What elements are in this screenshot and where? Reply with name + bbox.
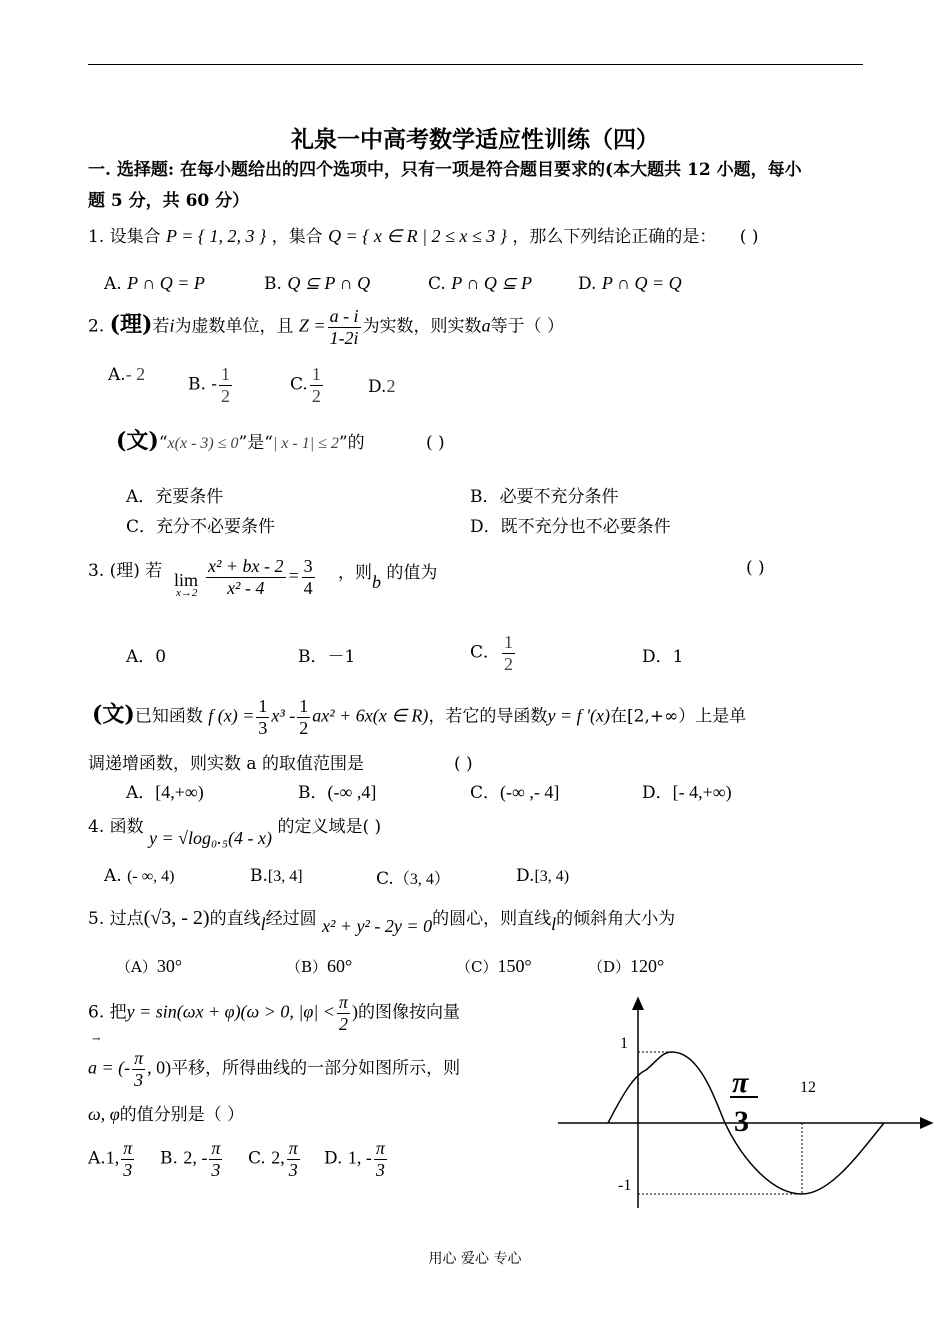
question-4 [88,812,382,848]
q2-text-a: 若 [152,316,170,337]
y-label-1: 1 [620,1035,628,1052]
q4-prefix: 4. 函数 [88,817,144,837]
q6-option-d: D. 1, - $\frac{\pi}{3}$ [324,1138,385,1180]
q4-expr: y = √log₀.₅(4 - x) [149,828,273,848]
q3-option-d: D．1 [642,647,684,667]
q6-option-a: A.1, $\frac{\pi}{3}$ [88,1138,133,1180]
q2-option-b: B. - $\frac{1}{2}$ [188,364,231,406]
q1-suffix: ，那么下列结论正确的是： [512,227,717,247]
q3-wen-option-d: D．[- 4,+∞) [642,782,732,803]
q2-option-d: D.2 [368,376,396,397]
q3-ruo: 若 [145,561,163,581]
q1-option-a: A. P ∩ Q = P [104,273,205,294]
section-line-1: 一. 选择题: 在每小题给出的四个选项中，只有一项是符合题目要求的(本大题共 12 小题，每小 [88,160,802,180]
q1-option-c: C. P ∩ Q ⊆ P [428,273,532,294]
q6-option-b: B. 2, - $\frac{\pi}{3}$ [160,1138,221,1180]
question-5: 5. 过点(√3, - 2)的直线l经过圆 x² + y² - 2y = 0的圆心，则直线l的倾斜角大小为 [88,907,676,936]
q4-option-b: B.[3, 4] [250,866,303,886]
q2-z: Z = [298,315,326,336]
three-label: 3 [734,1105,749,1138]
q2-wen-option-d: D．既不充分也不必要条件 [470,517,671,537]
q3-lim: lim x→2 [174,570,199,599]
header-rule [88,64,863,65]
q2-wen: (文)“x(x - 3) ≤ 0”是“| x - 1| ≤ 2”的 ( ) [116,428,445,454]
q2-wen-option-b: B．必要不充分条件 [470,487,619,507]
q2-option-c: C. $\frac{1}{2}$ [290,364,321,406]
q1-set-p: P = { 1, 2, 3 } [166,226,267,246]
q2-text-d: 等于（ ） [490,316,564,337]
q4-option-c: C.（3, 4） [376,869,450,889]
q1-prefix: 1. 设集合 [88,227,161,247]
q5-option-b: （B）60° [286,956,353,976]
q3-fraction: $\frac{\text{x² + bx - 2}}{\text{x² - 4}}$ = $\frac{3}{4}$ [208,556,313,598]
sine-graph [550,990,940,1220]
q2-a: a [481,315,491,336]
q1-mid: ，集合 [271,227,323,247]
q6-expr: y = sin(ωx + φ)(ω > 0, |φ| < [126,1001,335,1022]
question-1 [88,222,758,247]
q3-wen: (文)已知函数 f (x) = $\frac{1}{3}$ x³ - $\frac{1}{2}$ ax² + 6x(x ∈ R)，若它的导函数y = f ′(x)在[2,+∞）上是单 [92,696,747,738]
q3-wen-option-a: A．[4,+∞) [126,782,204,803]
q2-option-a: A.- 2 [108,364,146,385]
q2-num: 2. [88,316,105,337]
q5-point: (√3, - 2) [143,907,210,929]
q2-wen-paren: ( ) [426,433,445,453]
question-3 [88,556,162,581]
q3-wen-option-b: B．(-∞ ,4] [298,782,377,803]
q1-option-b: B. Q ⊆ P ∩ Q [264,273,371,294]
q6-line-3: ω, φ的值分别是（ ） [88,1104,245,1125]
q5-option-a: （A）30° [116,956,183,976]
q3-wen-line-2: 调递增函数，则实数 a 的取值范围是 ( ) [88,754,473,774]
q6-line-2: a = (- $\frac{\pi}{3}$ , 0)平移，所得曲线的一部分如图所示，则 [88,1048,461,1090]
q4-option-d: D.[3, 4) [516,866,570,886]
q2-text-c: 为实数，则实数 [362,316,482,337]
q3-paren: ( ) [746,558,765,578]
q2-wen-option-c: C．充分不必要条件 [126,517,276,537]
q3-option-b: B．－1 [298,647,356,667]
q2-tag-wen: (文) [116,428,159,454]
q2-text-b: 为虚数单位，且 [174,316,294,337]
q3-wen-option-c: C．(-∞ ,- 4] [470,782,560,803]
q3-option-a: A．0 [126,647,167,667]
q2-wen-expr-1: x(x - 3) ≤ 0 [167,435,239,452]
q4-option-a: A. (- ∞, 4) [104,866,175,886]
q1-option-d: D. P ∩ Q = Q [578,273,682,294]
q3-tag-wen: (文) [92,701,135,728]
pi-label: π [732,1066,749,1099]
q5-circle: x² + y² - 2y = 0 [322,916,433,936]
question-2 [88,306,564,348]
q1-answer-paren: ( ) [739,227,759,247]
page-title: 礼泉一中高考数学适应性训练（四） [291,126,659,153]
q2-wen-option-a: A．充要条件 [126,487,224,507]
q3-tail: ，则b 的值为 [338,563,438,592]
q4-suffix: 的定义域是( ) [277,817,382,837]
q2-tag-li: (理) [109,311,153,338]
q5-option-d: （D）120° [588,956,665,976]
y-label-neg-1: -1 [618,1177,632,1194]
q2-fraction: $\frac{a - i}{1-2i}$ [329,306,359,348]
question-6: 6. 把y = sin(ωx + φ)(ω > 0, |φ| < $\frac{\pi}{2}$ )的图像按向量 [88,992,460,1034]
q1-set-q: Q = { x ∈ R | 2 ≤ x ≤ 3 } [328,226,507,246]
label-12: 12 [800,1079,816,1096]
q3-num: 3. (理) [88,561,140,581]
q3-option-c: C． $\frac{1}{2}$ [470,632,514,674]
q5-option-c: （C）150° [456,956,532,976]
footer: 用心 爱心 专心 [428,1251,522,1267]
section-line-2: 题 5 分，共 60 分） [88,191,250,211]
q6-vector-arrow: → [92,1034,101,1045]
q2-wen-expr-2: | x - 1| ≤ 2 [272,435,339,452]
q6-option-c: C. 2, $\frac{\pi}{3}$ [248,1138,298,1180]
q2-i: i [169,315,175,336]
